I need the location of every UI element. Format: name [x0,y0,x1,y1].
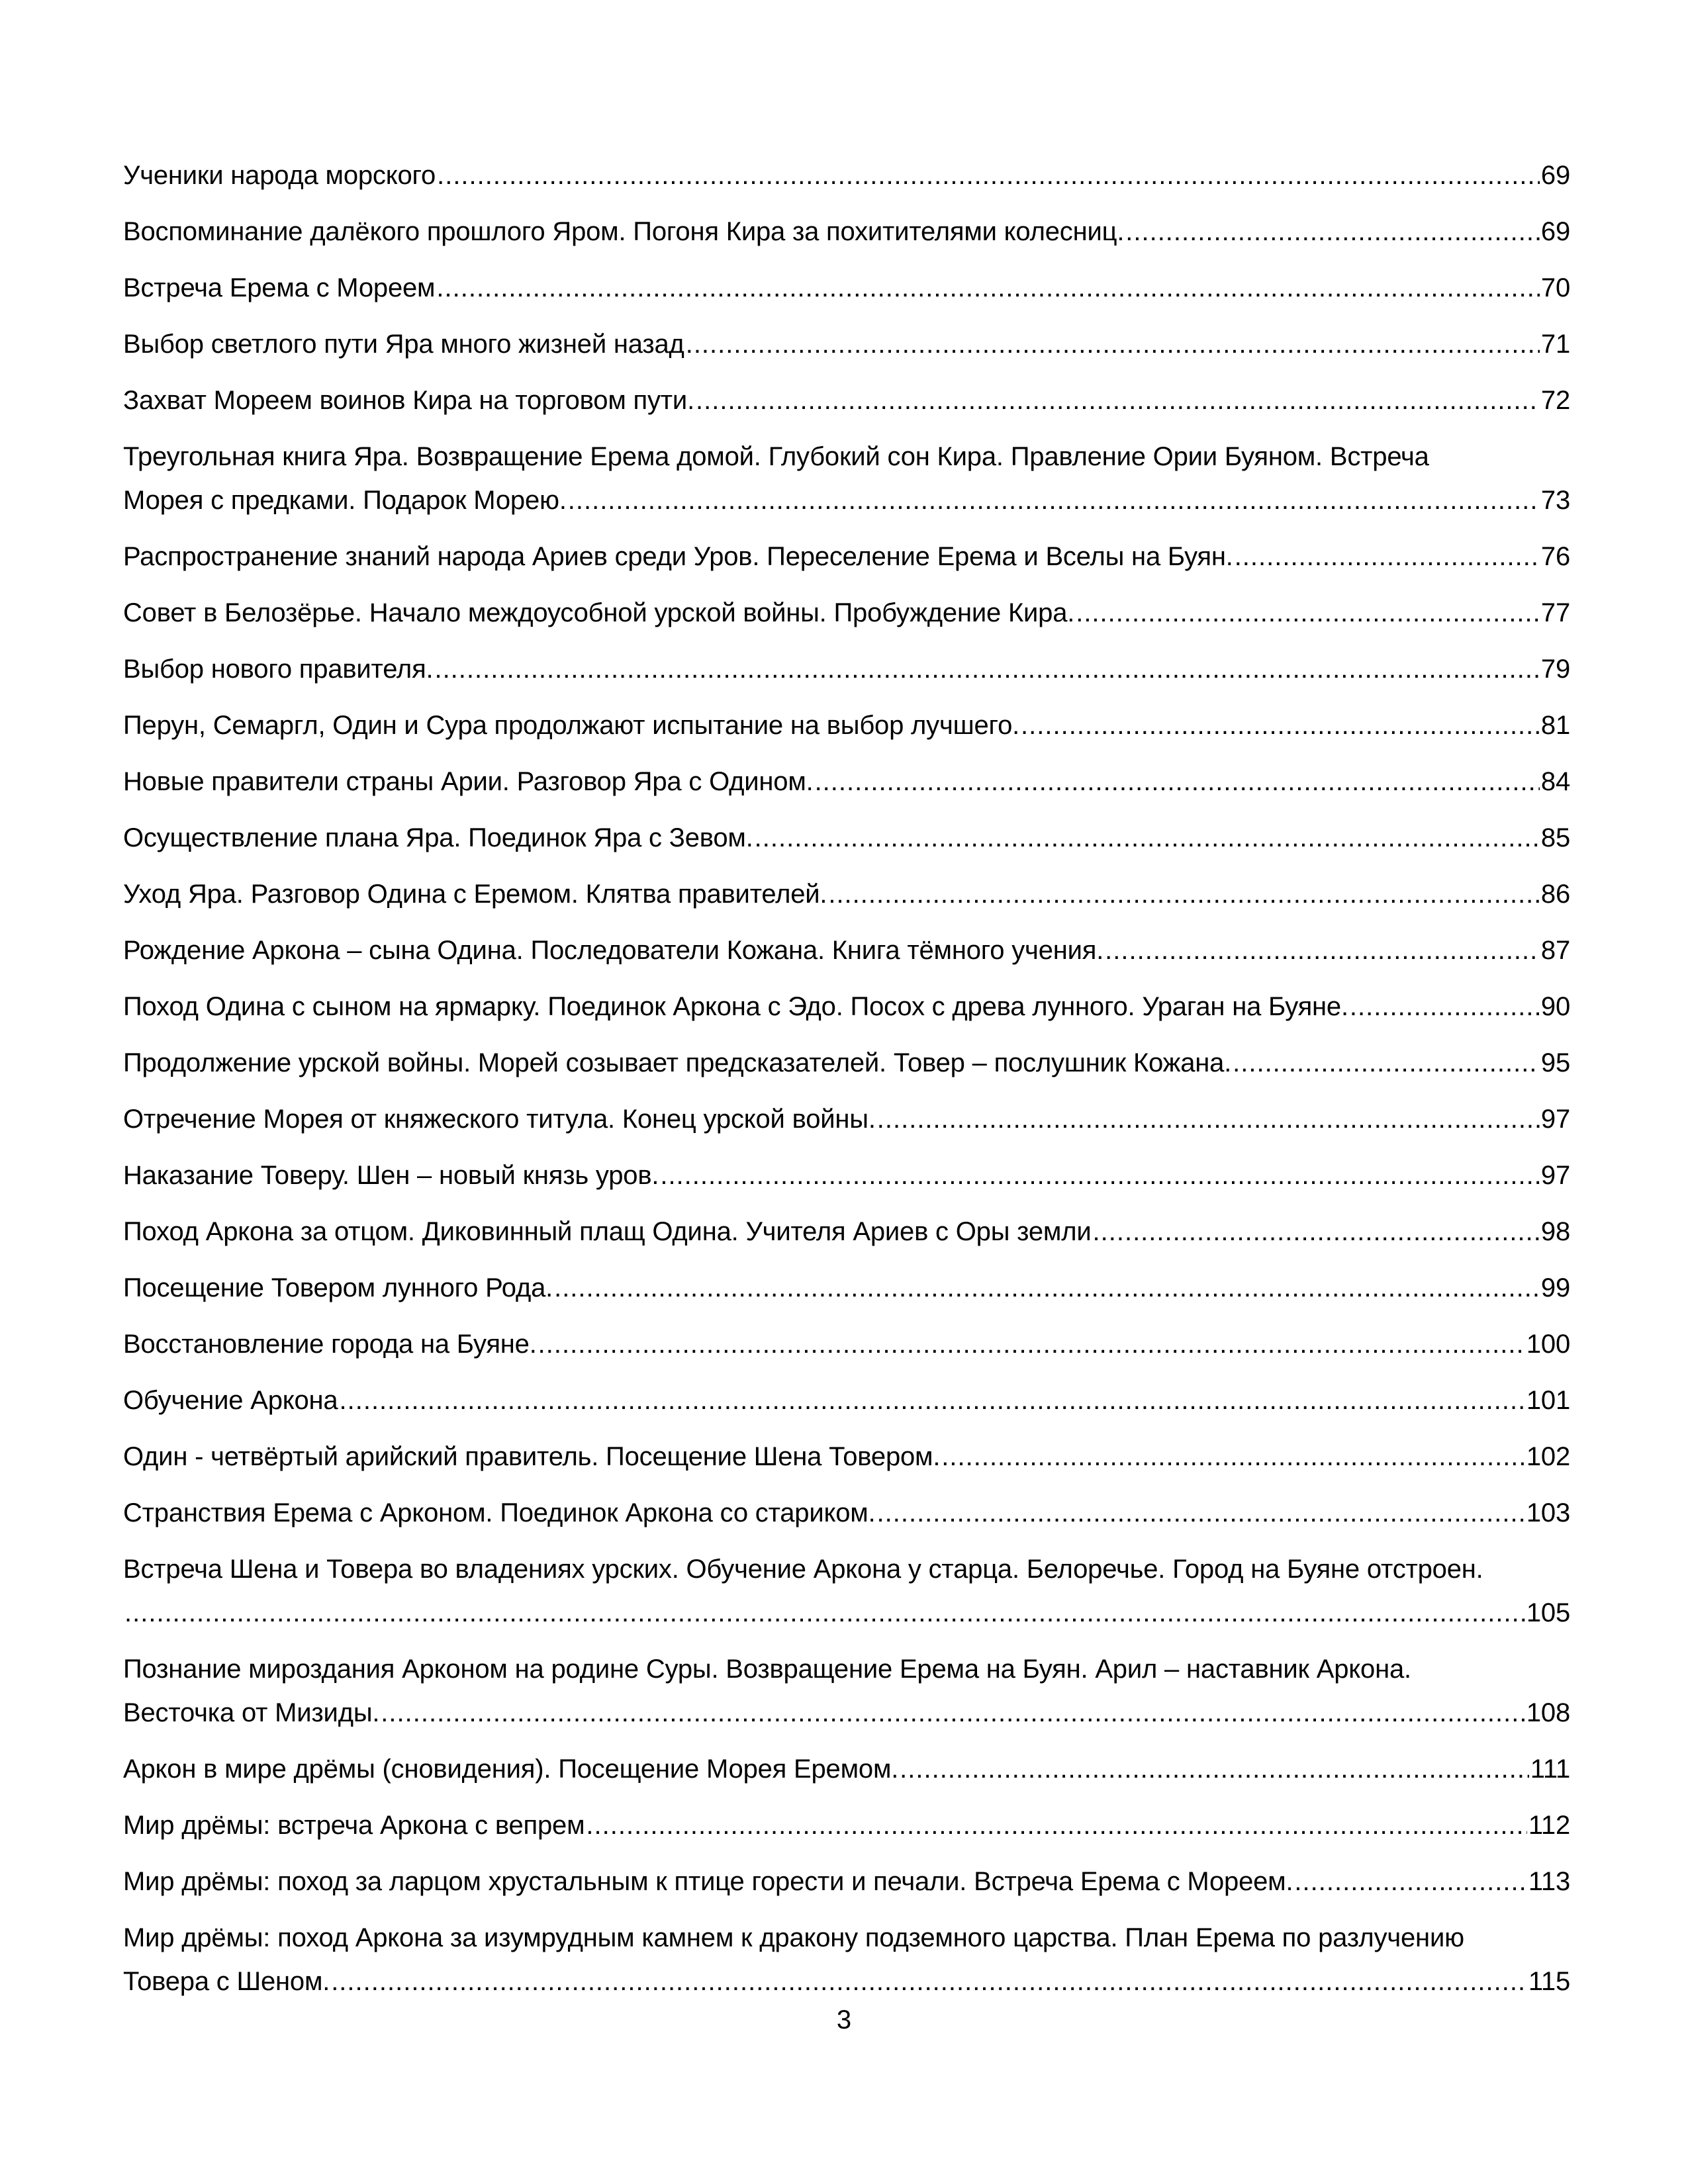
toc-entry-title: Перун, Семаргл, Один и Сура продолжают испытание на выбор лучшего. [123,711,1020,740]
dot-leader [434,647,1539,691]
dot-leader [815,760,1540,803]
toc-entry-page: 97 [1540,1161,1570,1190]
toc-entry-line [123,478,1570,522]
dot-leader [538,1322,1525,1366]
toc-entry[interactable] [123,154,1570,197]
toc-entry-line [123,1591,1570,1635]
toc-entry-title: Осуществление плана Яра. Поединок Яра с Зевом. [123,823,753,852]
toc-entry[interactable] [123,1860,1570,1903]
toc-entry-title: Аркон в мире дрёмы (сновидения). Посещение Морея Еремом. [123,1754,899,1784]
toc-entry[interactable] [123,760,1570,803]
toc-entry-title: Морея с предками. Подарок Морею. [123,486,567,515]
toc-entry-line [123,985,1570,1028]
toc-entry-page: 77 [1540,598,1570,627]
dot-leader [828,872,1540,916]
toc-entry[interactable] [123,591,1570,635]
toc-entry-title: Обучение Аркона [123,1386,338,1415]
dot-leader [1125,210,1540,253]
toc-entry-title: Странствия Ерема с Арконом. Поединок Аркона со стариком. [123,1498,876,1527]
toc-entry[interactable] [123,929,1570,972]
dot-leader [124,1591,1525,1635]
toc-entry-title: Воспоминание далёкого прошлого Яром. Погоня Кира за похитителями колесниц. [123,217,1125,246]
toc-entry[interactable] [123,1266,1570,1310]
dot-leader [436,266,1540,310]
toc-entry-line [123,266,1570,310]
toc-entry-title: Восстановление города на Буяне. [123,1330,537,1359]
toc-entry[interactable] [123,872,1570,916]
toc-entry-line [123,154,1570,197]
toc-entry[interactable] [123,1916,1570,2003]
toc-entry-title: Отречение Морея от княжеского титула. Конец урской войны. [123,1105,876,1134]
toc-entry[interactable] [123,1803,1570,1847]
toc-entry[interactable] [123,1491,1570,1535]
toc-entry-title: Наказание Товеру. Шен – новый князь уров. [123,1161,659,1190]
toc-entry[interactable] [123,210,1570,253]
toc-entry-line [123,647,1570,691]
toc-entry-line [123,535,1570,578]
toc-entry-line [123,322,1570,366]
toc-entry-title: Мир дрёмы: поход за ларцом хрустальным к птице горести и печали. Встреча Ерема с Мореем. [123,1867,1293,1896]
toc-entry[interactable] [123,647,1570,691]
toc-entry-title: Уход Яра. Разговор Одина с Еремом. Клятва правителей. [123,880,827,909]
dot-leader [1235,535,1540,578]
toc-entry[interactable] [123,1041,1570,1085]
toc-entry-title: Товера с Шеном. [123,1967,330,1996]
toc-entry[interactable] [123,704,1570,747]
toc-entry-page: 115 [1528,1967,1570,1996]
toc-entry-page: 108 [1526,1698,1570,1727]
toc-entry-page: 69 [1540,161,1570,190]
toc-entry-page: 87 [1540,936,1570,965]
toc-entry-page: 85 [1540,823,1570,852]
toc-entry-title: Захват Мореем воинов Кира на торговом пути. [123,386,694,415]
toc-entry-line [123,1435,1570,1479]
toc-entry-line [123,1097,1570,1141]
dot-leader [1021,704,1540,747]
toc-entry-line [123,1266,1570,1310]
toc-entry-line [123,1960,1570,2003]
toc-entry-line [123,1691,1570,1735]
toc-entry[interactable] [123,1379,1570,1422]
toc-entry-title: Распространение знаний народа Ариев среди Уров. Переселение Ерема и Вселы на Буян. [123,542,1233,571]
toc-entry-title: Новые правители страны Арии. Разговор Яра с Одином. [123,767,814,796]
toc-entry-title-line: Треугольная книга Яра. Возвращение Ерема домой. Глубокий сон Кира. Правление Ории Буяном. Встреча [123,442,1429,471]
toc-entry-page: 90 [1540,992,1570,1021]
toc-entry-line [123,1379,1570,1422]
toc-entry-page: 86 [1540,880,1570,909]
dot-leader [568,478,1540,522]
toc-entry[interactable] [123,535,1570,578]
toc-entry-line [123,1860,1570,1903]
toc-entry[interactable] [123,1647,1570,1735]
toc-entry-title-line: Мир дрёмы: поход Аркона за изумрудным камнем к дракону подземного царства. План Ерема по разлучению [123,1923,1464,1952]
dot-leader [941,1435,1525,1479]
toc-entry-title-line: Познание мироздания Арконом на родине Суры. Возвращение Ерема на Буян. Арил – наставник Аркона. [123,1655,1411,1684]
toc-entry-title: Поход Одина с сыном на ярмарку. Поединок Аркона с Эдо. Посох с древа лунного. Ураган на Буяне. [123,992,1348,1021]
toc-entry-line [123,1154,1570,1197]
toc-entry-title: Встреча Ерема с Мореем [123,273,436,302]
toc-entry-line [123,379,1570,422]
toc-entry-line [123,1747,1570,1791]
toc-entry-page: 71 [1540,330,1570,359]
toc-entry-page: 98 [1540,1217,1570,1246]
toc-entry[interactable] [123,1435,1570,1479]
dot-leader [1105,929,1540,972]
toc-entry-line [123,1491,1570,1535]
toc-entry-title: Весточка от Мизиды. [123,1698,380,1727]
toc-entry-page: 72 [1540,386,1570,415]
toc-entry[interactable] [123,1097,1570,1141]
toc-entry-title: Выбор нового правителя. [123,655,434,684]
dot-leader [1076,591,1540,635]
toc-entry-line [123,1803,1570,1847]
toc-entry-line [123,760,1570,803]
toc-entry-line [123,1041,1570,1085]
toc-entry-page: 100 [1526,1330,1570,1359]
toc-entry-title: Посещение Товером лунного Рода. [123,1273,553,1302]
toc-entry-page: 103 [1526,1498,1570,1527]
toc-entry-title: Совет в Белозёрье. Начало междоусобной урской войны. Пробуждение Кира. [123,598,1075,627]
toc-entry-title: Продолжение урской войны. Морей созывает предсказателей. Товер – послушник Кожана. [123,1048,1232,1077]
dot-leader [381,1691,1525,1735]
toc-entry-title: Один - четвёртый арийский правитель. Посещение Шена Товером. [123,1442,941,1471]
toc-entry-title: Мир дрёмы: встреча Аркона с вепрем [123,1811,585,1840]
toc-entry-line [123,591,1570,635]
dot-leader [877,1491,1525,1535]
dot-leader [331,1960,1527,2003]
toc-entry-page: 112 [1528,1811,1570,1840]
dot-leader [339,1379,1524,1422]
toc-entry-page: 69 [1540,217,1570,246]
toc-entry-page: 99 [1540,1273,1570,1302]
toc-entry-page: 113 [1528,1867,1570,1896]
toc-entry-page: 95 [1540,1048,1570,1077]
toc-entry-line [123,816,1570,860]
toc-entry[interactable] [123,379,1570,422]
dot-leader [437,154,1540,197]
dot-leader [660,1154,1540,1197]
toc-entry-page: 81 [1540,711,1570,740]
toc-entry-page: 79 [1540,655,1570,684]
dot-leader [586,1803,1526,1847]
toc-entry[interactable] [123,266,1570,310]
dot-leader [1294,1860,1526,1903]
page-number: 3 [836,2005,852,2034]
toc-entry-line [123,1322,1570,1366]
dot-leader [1233,1041,1540,1085]
dot-leader [686,322,1540,366]
toc-entry-page: 105 [1526,1598,1570,1627]
toc-entry-page: 70 [1540,273,1570,302]
dot-leader [1093,1210,1540,1253]
dot-leader [1350,985,1540,1028]
dot-leader [877,1097,1540,1141]
toc-entry-title-line: Встреча Шена и Товера во владениях урских. Обучение Аркона у старца. Белоречье. Город на Буяне отстроен. [123,1555,1483,1584]
toc-entry[interactable] [123,322,1570,366]
dot-leader [696,379,1540,422]
toc-entry[interactable] [123,1547,1570,1635]
toc-entry[interactable] [123,985,1570,1028]
toc-entry-title: Поход Аркона за отцом. Диковинный плащ Одина. Учителя Ариев с Оры земли [123,1217,1092,1246]
toc-entry-page: 73 [1540,486,1570,515]
toc-entry-line [123,872,1570,916]
toc-entry[interactable] [123,816,1570,860]
dot-leader [755,816,1540,860]
toc-entry-title: Выбор светлого пути Яра много жизней назад [123,330,684,359]
toc-entry-title: Ученики народа морского [123,161,436,190]
toc-entry-title: Рождение Аркона – сына Одина. Последователи Кожана. Книга тёмного учения. [123,936,1104,965]
toc-entry[interactable] [123,1154,1570,1197]
toc-entry-line [123,210,1570,253]
toc-entry-page: 101 [1526,1386,1570,1415]
toc-entry-line [123,704,1570,747]
toc-entry-page: 102 [1526,1442,1570,1471]
toc-entry-line [123,1210,1570,1253]
toc-entry[interactable] [123,1322,1570,1366]
dot-leader [900,1747,1529,1791]
dot-leader [554,1266,1540,1310]
toc-entry-page: 84 [1540,767,1570,796]
toc-entry-page: 111 [1530,1754,1570,1784]
toc-entry[interactable] [123,435,1570,522]
toc-entry-page: 76 [1540,542,1570,571]
toc-entry-page: 97 [1540,1105,1570,1134]
toc-entry[interactable] [123,1747,1570,1791]
table-of-contents [123,154,1570,2016]
toc-entry-line [123,929,1570,972]
toc-entry[interactable] [123,1210,1570,1253]
